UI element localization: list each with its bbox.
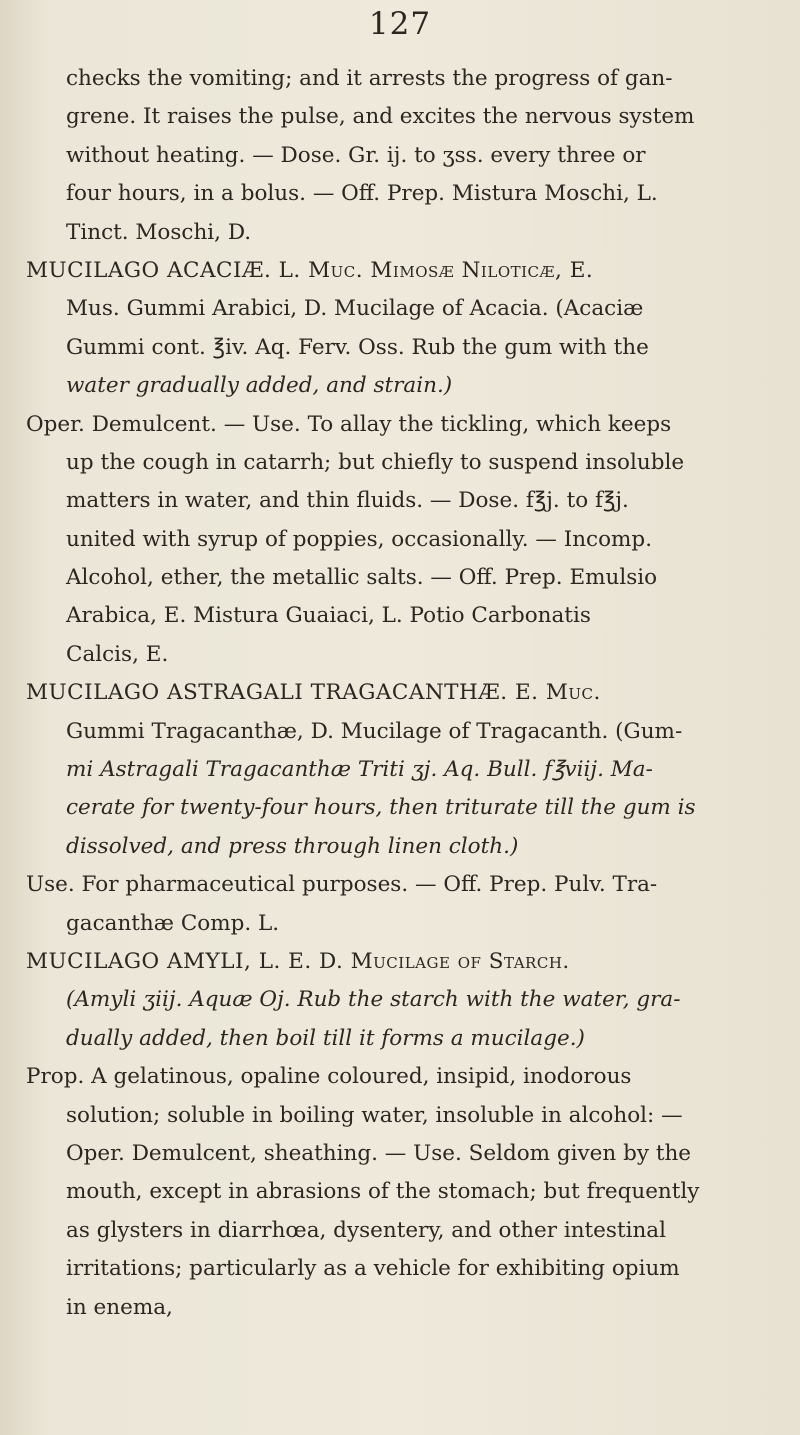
text-line: without heating. — Dose. Gr. ij. to ʒss. every three or <box>66 142 646 168</box>
text-line: Oper. Demulcent, sheathing. — Use. Seldom given by the <box>66 1140 692 1166</box>
text-line: Tinct. Moschi, D. <box>66 219 252 245</box>
text-line: gacanthæ Comp. L. <box>66 910 280 936</box>
entry-heading: MUCILAGO ACACIÆ. L. Muc. Mimosæ Niloticæ, E. <box>26 257 594 283</box>
text-line: cerate for twenty-four hours, then triturate till the gum is <box>66 795 696 821</box>
text-line: in enema, <box>66 1294 173 1320</box>
text-line: Oper. Demulcent. — Use. To allay the tickling, which keeps <box>26 411 672 437</box>
text-line: matters in water, and thin fluids. — Dose. f℥j. to f℥j. <box>66 488 629 514</box>
text-line: dually added, then boil till it forms a mucilage.) <box>66 1025 585 1051</box>
text-line: mouth, except in abrasions of the stomach; but frequently <box>66 1179 700 1205</box>
text-line: water gradually added, and strain.) <box>66 373 453 399</box>
text-line: Gummi cont. ℥iv. Aq. Ferv. Oss. Rub the gum with the <box>66 334 649 360</box>
text-line: Calcis, E. <box>66 641 169 667</box>
text-line: irritations; particularly as a vehicle for exhibiting opium <box>66 1256 680 1282</box>
text-line: Mus. Gummi Arabici, D. Mucilage of Acacia. (Acaciæ <box>66 296 644 322</box>
entry-heading: MUCILAGO AMYLI, L. E. D. Mucilage of Starch. <box>26 948 570 974</box>
text-line: (Amyli ʒiij. Aquæ Oj. Rub the starch with the water, gra- <box>66 987 681 1013</box>
page-number: 127 <box>368 6 432 42</box>
text-line: Arabica, E. Mistura Guaiaci, L. Potio Carbonatis <box>66 603 591 629</box>
text-line: Gummi Tragacanthæ, D. Mucilage of Tragacanth. (Gum- <box>66 718 683 744</box>
text-line: Use. For pharmaceutical purposes. — Off. Prep. Pulv. Tra- <box>26 872 658 898</box>
text-line: as glysters in diarrhœa, dysentery, and other intestinal <box>66 1217 666 1243</box>
text-line: four hours, in a bolus. — Off. Prep. Mistura Moschi, L. <box>66 181 658 207</box>
entry-heading: MUCILAGO ASTRAGALI TRAGACANTHÆ. E. Muc. <box>26 680 601 706</box>
text-line: solution; soluble in boiling water, insoluble in alcohol: — <box>66 1102 683 1128</box>
body-text <box>26 60 786 1327</box>
text-line: up the cough in catarrh; but chiefly to suspend insoluble <box>66 449 685 475</box>
text-line: mi Astragali Tragacanthæ Triti ʒj. Aq. Bull. f℥viij. Ma- <box>66 757 653 783</box>
text-line: dissolved, and press through linen cloth.) <box>66 833 519 859</box>
text-line: checks the vomiting; and it arrests the progress of gan- <box>66 66 673 91</box>
text-line: united with syrup of poppies, occasionally. — Incomp. <box>66 526 653 552</box>
text-line: Alcohol, ether, the metallic salts. — Off. Prep. Emulsio <box>66 565 658 591</box>
text-line: grene. It raises the pulse, and excites the nervous system <box>66 104 695 130</box>
text-line: Prop. A gelatinous, opaline coloured, insipid, inodorous <box>26 1064 632 1090</box>
